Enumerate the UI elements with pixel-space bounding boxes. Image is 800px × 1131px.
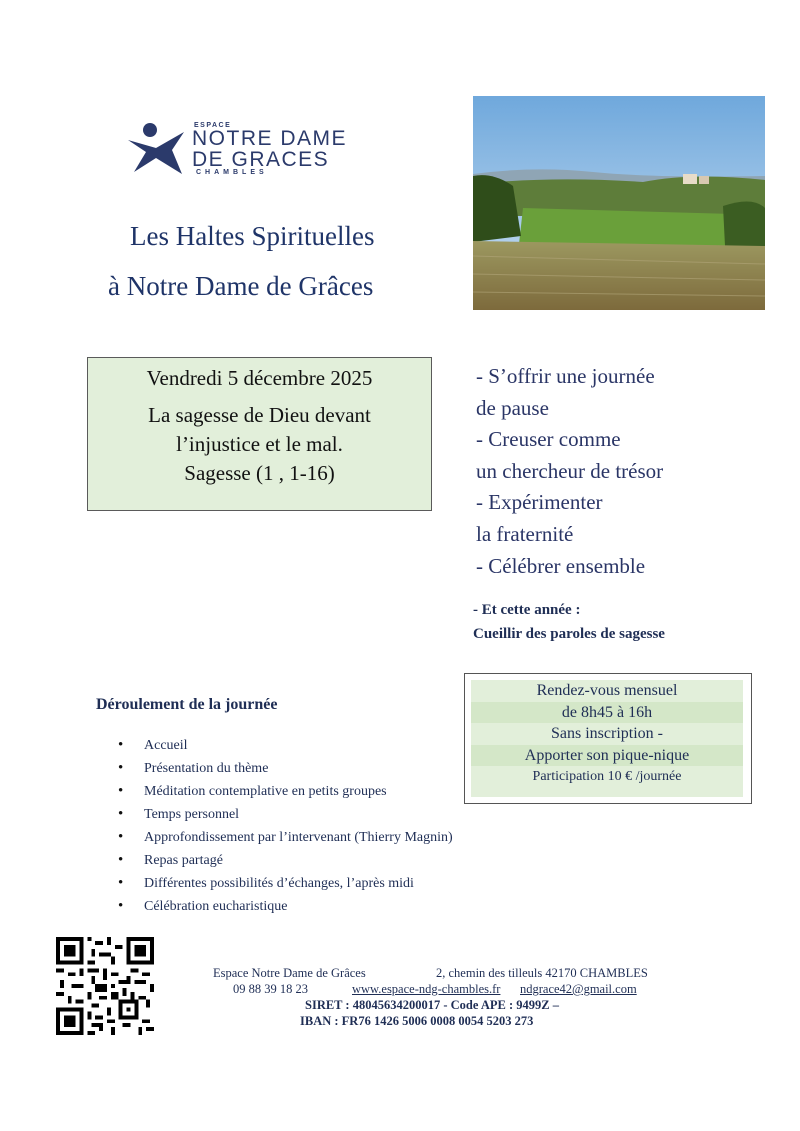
rendezvous-line4: Apporter son pique-nique bbox=[471, 745, 743, 767]
event-theme-line1: La sagesse de Dieu devant bbox=[148, 403, 371, 427]
footer-address: 2, chemin des tilleuls 42170 CHAMBLES bbox=[436, 966, 648, 980]
landscape-photo bbox=[473, 96, 765, 310]
offer-line: la fraternité bbox=[476, 521, 574, 546]
rendezvous-line5: Participation 10 € /journée bbox=[532, 769, 682, 784]
offer-line: - Creuser comme bbox=[476, 427, 621, 452]
person-logo-icon bbox=[126, 120, 188, 178]
offer-line: un chercheur de trésor bbox=[476, 458, 664, 483]
logo-espace: ESPACE bbox=[194, 122, 232, 129]
list-item: • Différentes possibilités d’échanges, l’après midi bbox=[118, 872, 453, 895]
rendezvous-line1: Rendez-vous mensuel bbox=[536, 682, 678, 699]
event-box bbox=[87, 357, 432, 511]
offer-line: - Expérimenter bbox=[476, 490, 603, 515]
offer-line: de pause bbox=[476, 395, 549, 420]
list-item: • Approfondissement par l’intervenant (Thierry Magnin) bbox=[118, 826, 453, 849]
list-item: • Méditation contemplative en petits groupes bbox=[118, 780, 453, 803]
event-theme bbox=[88, 401, 431, 488]
page-title-line2: à Notre Dame de Grâces bbox=[108, 271, 374, 301]
footer-phone: 09 88 39 18 23 bbox=[233, 982, 308, 996]
offer-line: - Célébrer ensemble bbox=[476, 553, 646, 578]
offers-list bbox=[476, 361, 663, 582]
logo-name-line1: NOTRE DAME bbox=[192, 127, 348, 150]
rendezvous-line3: Sans inscription - bbox=[551, 725, 663, 742]
footer-iban: IBAN : FR76 1426 5006 0008 0054 5203 273 bbox=[300, 1014, 534, 1028]
qr-code[interactable] bbox=[56, 937, 154, 1035]
event-date: Vendredi 5 décembre 2025 bbox=[146, 366, 373, 390]
logo-name-line2: DE GRACES bbox=[192, 148, 330, 171]
list-item: • Temps personnel bbox=[118, 803, 453, 826]
extra-note bbox=[473, 598, 665, 646]
logo bbox=[126, 118, 416, 180]
program-list bbox=[118, 734, 453, 918]
footer-website-link[interactable]: www.espace-ndg-chambles.fr bbox=[352, 982, 501, 996]
offer-line: - S’offrir une journée bbox=[476, 364, 655, 388]
page-title-line1: Les Haltes Spirituelles bbox=[130, 221, 375, 251]
extra-note-line2: Cueillir des paroles de sagesse bbox=[473, 626, 665, 642]
list-item: • Présentation du thème bbox=[118, 757, 453, 780]
footer-email-link[interactable]: ndgrace42@gmail.com bbox=[520, 982, 637, 996]
footer-siret: SIRET : 48045634200017 - Code APE : 9499Z – bbox=[305, 998, 559, 1012]
list-item: • Repas partagé bbox=[118, 849, 453, 872]
rendezvous-line2: de 8h45 à 16h bbox=[471, 702, 743, 724]
extra-note-line1: - Et cette année : bbox=[473, 602, 581, 618]
list-item: • Célébration eucharistique bbox=[118, 895, 453, 918]
rendezvous-box bbox=[471, 680, 743, 797]
footer-org: Espace Notre Dame de Grâces bbox=[213, 966, 366, 980]
program-title: Déroulement de la journée bbox=[96, 696, 278, 713]
event-theme-line2: l’injustice et le mal. bbox=[176, 432, 343, 456]
logo-place: CHAMBLES bbox=[196, 169, 268, 176]
list-item: • Accueil bbox=[118, 734, 453, 757]
event-reference: Sagesse (1 , 1-16) bbox=[184, 461, 335, 485]
